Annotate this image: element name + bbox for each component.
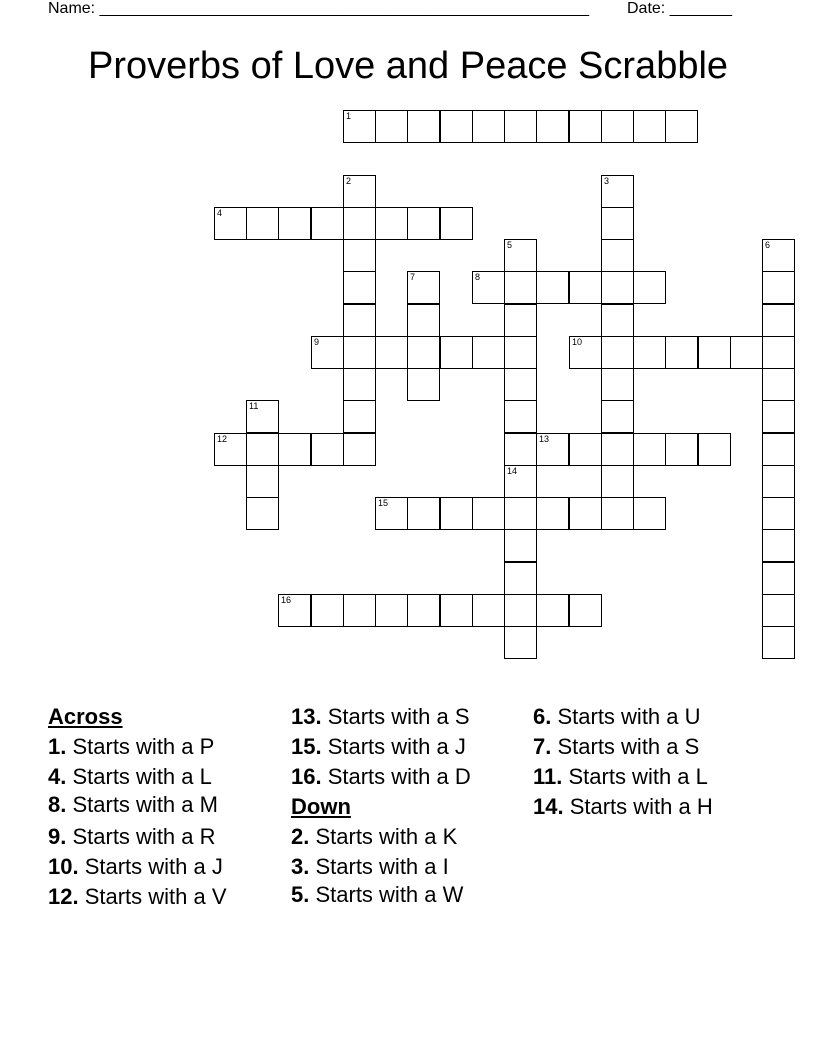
grid-cell[interactable] <box>665 433 698 466</box>
grid-cell[interactable] <box>762 239 795 272</box>
grid-cell[interactable] <box>633 336 666 369</box>
grid-cell[interactable] <box>762 336 795 369</box>
grid-cell[interactable] <box>504 594 537 627</box>
grid-cell[interactable] <box>343 239 376 272</box>
grid-cell[interactable] <box>214 433 247 466</box>
grid-cell[interactable] <box>536 497 569 530</box>
grid-cell[interactable] <box>601 465 634 498</box>
grid-cell[interactable] <box>569 271 602 304</box>
grid-cell[interactable] <box>246 433 279 466</box>
grid-cell[interactable] <box>762 626 795 659</box>
grid-cell[interactable] <box>246 497 279 530</box>
grid-cell[interactable] <box>375 110 408 143</box>
grid-cell[interactable] <box>343 336 376 369</box>
grid-cell[interactable] <box>343 400 376 433</box>
grid-cell[interactable] <box>504 529 537 562</box>
grid-cell[interactable] <box>472 497 505 530</box>
grid-cell[interactable] <box>311 594 344 627</box>
clue-across-12: 12. Starts with a V <box>48 884 227 909</box>
clue-down-6: 6. Starts with a U <box>533 704 701 729</box>
grid-cell[interactable] <box>601 400 634 433</box>
grid-cell[interactable] <box>311 207 344 240</box>
grid-cell[interactable] <box>472 110 505 143</box>
grid-cell[interactable] <box>698 433 731 466</box>
grid-cell[interactable] <box>730 336 763 369</box>
cell-number: 6 <box>765 240 771 250</box>
grid-cell[interactable] <box>407 207 440 240</box>
grid-cell[interactable] <box>536 271 569 304</box>
grid-cell[interactable] <box>762 529 795 562</box>
cell-number: 15 <box>378 498 389 508</box>
cell-number: 16 <box>281 595 292 605</box>
grid-cell[interactable] <box>375 336 408 369</box>
grid-cell[interactable] <box>504 433 537 466</box>
grid-cell[interactable] <box>601 110 634 143</box>
grid-cell[interactable] <box>665 336 698 369</box>
grid-cell[interactable] <box>407 271 440 304</box>
grid-cell[interactable] <box>762 400 795 433</box>
grid-cell[interactable] <box>762 368 795 401</box>
cell-number: 7 <box>410 272 416 282</box>
cell-number: 11 <box>249 401 259 411</box>
grid-cell[interactable] <box>440 594 473 627</box>
grid-cell[interactable] <box>375 497 408 530</box>
grid-cell[interactable] <box>633 110 666 143</box>
grid-cell[interactable] <box>762 304 795 337</box>
grid-cell[interactable] <box>311 336 344 369</box>
grid-cell[interactable] <box>633 433 666 466</box>
cell-number: 9 <box>314 337 320 347</box>
grid-cell[interactable] <box>407 336 440 369</box>
clue-down-2: 2. Starts with a K <box>291 824 458 849</box>
cell-number: 12 <box>217 434 228 444</box>
grid-cell[interactable] <box>407 368 440 401</box>
cell-number: 4 <box>217 208 223 218</box>
grid-cell[interactable] <box>569 433 602 466</box>
grid-cell[interactable] <box>407 304 440 337</box>
grid-cell[interactable] <box>504 497 537 530</box>
clue-across-13: 13. Starts with a S <box>291 704 470 729</box>
cell-number: 13 <box>539 434 550 444</box>
grid-cell[interactable] <box>278 207 311 240</box>
clue-across-1: 1. Starts with a P <box>48 734 215 759</box>
grid-cell[interactable] <box>504 626 537 659</box>
grid-cell[interactable] <box>504 239 537 272</box>
grid-cell[interactable] <box>472 594 505 627</box>
grid-cell[interactable] <box>311 433 344 466</box>
grid-cell[interactable] <box>601 271 634 304</box>
clue-across-8: 8. Starts with a M <box>48 792 218 817</box>
grid-cell[interactable] <box>343 175 376 208</box>
grid-cell[interactable] <box>343 433 376 466</box>
grid-cell[interactable] <box>762 433 795 466</box>
grid-cell[interactable] <box>504 304 537 337</box>
grid-cell[interactable] <box>246 207 279 240</box>
clue-column-3 <box>533 702 773 822</box>
clue-across-9: 9. Starts with a R <box>48 824 216 849</box>
grid-cell[interactable] <box>343 271 376 304</box>
grid-cell[interactable] <box>504 368 537 401</box>
grid-cell[interactable] <box>665 110 698 143</box>
grid-cell[interactable] <box>601 433 634 466</box>
grid-cell[interactable] <box>343 110 376 143</box>
grid-cell[interactable] <box>536 110 569 143</box>
grid-cell[interactable] <box>569 110 602 143</box>
cell-number: 5 <box>507 240 513 250</box>
grid-cell[interactable] <box>343 368 376 401</box>
clue-across-15: 15. Starts with a J <box>291 734 466 759</box>
grid-cell[interactable] <box>762 594 795 627</box>
grid-cell[interactable] <box>762 271 795 304</box>
date-field: Date: _______ <box>627 0 732 17</box>
grid-cell[interactable] <box>214 207 247 240</box>
page-title: Proverbs of Love and Peace Scrabble <box>87 45 729 87</box>
clue-down-14: 14. Starts with a H <box>533 794 713 819</box>
grid-cell[interactable] <box>569 594 602 627</box>
grid-cell[interactable] <box>407 594 440 627</box>
grid-cell[interactable] <box>601 497 634 530</box>
cell-number: 10 <box>572 337 583 347</box>
clue-down-3: 3. Starts with a I <box>291 854 449 879</box>
grid-cell[interactable] <box>440 497 473 530</box>
grid-cell[interactable] <box>440 336 473 369</box>
clue-column-2 <box>291 702 521 912</box>
grid-cell[interactable] <box>601 336 634 369</box>
grid-cell[interactable] <box>633 271 666 304</box>
clue-down-7: 7. Starts with a S <box>533 734 700 759</box>
clue-across-16: 16. Starts with a D <box>291 764 471 789</box>
grid-cell[interactable] <box>246 465 279 498</box>
grid-cell[interactable] <box>536 433 569 466</box>
grid-cell[interactable] <box>343 207 376 240</box>
grid-cell[interactable] <box>762 465 795 498</box>
grid-cell[interactable] <box>440 110 473 143</box>
grid-cell[interactable] <box>601 239 634 272</box>
grid-cell[interactable] <box>569 497 602 530</box>
cell-number: 8 <box>475 272 481 282</box>
grid-cell[interactable] <box>569 336 602 369</box>
grid-cell[interactable] <box>504 271 537 304</box>
grid-cell[interactable] <box>407 497 440 530</box>
across-heading: Across <box>48 704 123 729</box>
clue-down-11: 11. Starts with a L <box>533 764 708 789</box>
grid-cell[interactable] <box>633 497 666 530</box>
grid-cell[interactable] <box>601 304 634 337</box>
grid-cell[interactable] <box>278 433 311 466</box>
grid-cell[interactable] <box>504 110 537 143</box>
grid-cell[interactable] <box>601 175 634 208</box>
grid-cell[interactable] <box>407 110 440 143</box>
grid-cell[interactable] <box>601 207 634 240</box>
clue-column-1 <box>48 702 268 912</box>
grid-cell[interactable] <box>698 336 731 369</box>
cell-number: 3 <box>604 176 610 186</box>
grid-cell[interactable] <box>343 304 376 337</box>
grid-cell[interactable] <box>504 400 537 433</box>
name-field: Name: _______________________________________________________ <box>48 0 589 17</box>
grid-cell[interactable] <box>536 594 569 627</box>
grid-cell[interactable] <box>504 336 537 369</box>
grid-cell[interactable] <box>504 465 537 498</box>
clue-down-5: 5. Starts with a W <box>291 882 464 907</box>
clue-across-4: 4. Starts with a L <box>48 764 212 789</box>
grid-cell[interactable] <box>375 207 408 240</box>
grid-cell[interactable] <box>278 594 311 627</box>
grid-cell[interactable] <box>504 562 537 595</box>
cell-number: 1 <box>346 111 352 121</box>
cell-number: 14 <box>507 466 518 476</box>
down-heading: Down <box>291 794 351 819</box>
grid-cell[interactable] <box>762 497 795 530</box>
grid-cell[interactable] <box>762 562 795 595</box>
grid-cell[interactable] <box>343 594 376 627</box>
grid-cell[interactable] <box>472 336 505 369</box>
grid-cell[interactable] <box>440 207 473 240</box>
grid-cell[interactable] <box>472 271 505 304</box>
grid-cell[interactable] <box>601 368 634 401</box>
grid-cell[interactable] <box>246 400 279 433</box>
cell-number: 2 <box>346 176 352 186</box>
clue-across-10: 10. Starts with a J <box>48 854 223 879</box>
grid-cell[interactable] <box>375 594 408 627</box>
